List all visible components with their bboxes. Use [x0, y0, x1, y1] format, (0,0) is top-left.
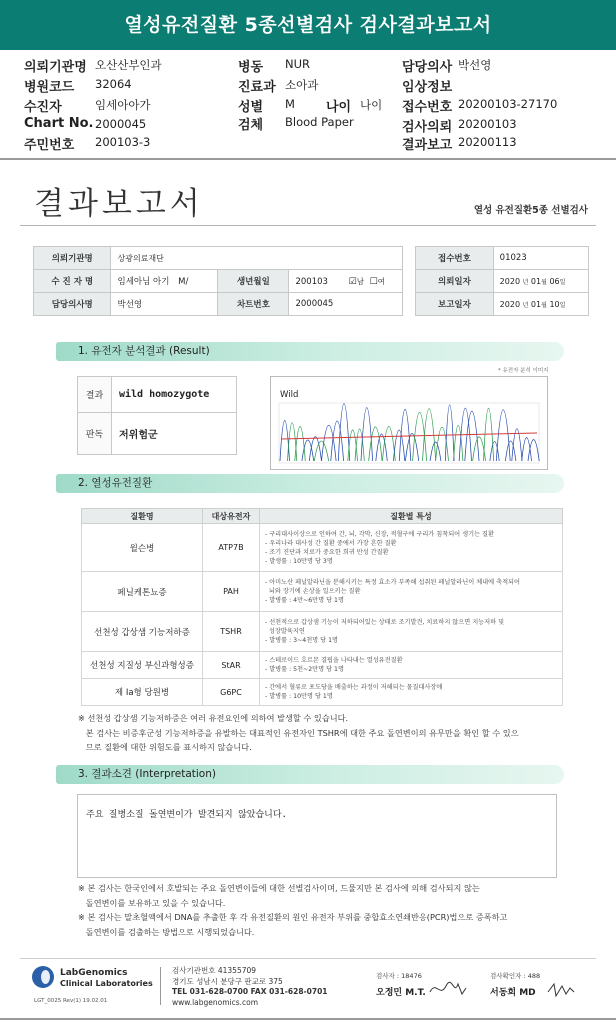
report-header-table — [33, 246, 589, 316]
judgement-value: 저위험군 — [112, 413, 237, 455]
chart-peak — [338, 404, 349, 461]
hospital-code-label: 병원코드 — [24, 80, 75, 95]
reviewer-label: 검사확인자 : 488 — [490, 972, 541, 980]
footer-rule — [20, 958, 596, 959]
table-row — [82, 524, 563, 572]
receipt-no-value: 01023 — [493, 247, 588, 270]
disease-desc: - 아미노산 페닐알라닌을 분해시키는 특정 효소가 부족해 섭취된 페닐알라닌이 체내에 축적되어 뇌와 장기에 손상을 일으키는 질환 - 발병률 : 4만~6만명 당 1명 — [260, 572, 563, 612]
disease-desc: - 선천적으로 갑상샘 기능이 저하되어있는 상태로 조기발견, 치료하지 않으면 지능저하 및 성장발육지연 - 발병률 : 3~4천명 당 1명 — [260, 612, 563, 652]
disease-gene: ATP7B — [203, 524, 260, 572]
institution-label: 의뢰기관명 — [24, 60, 87, 75]
tester-signature — [428, 978, 468, 1000]
chart-number-value: 2000045 — [289, 293, 402, 316]
receipt-value: 20200103-27170 — [458, 97, 558, 111]
lab-info: 검사기관번호 41355709 경기도 성남시 분당구 판교로 375 TEL 031-628-0700 FAX 031-628-0701 www.labgenomics.com — [172, 966, 328, 1007]
sex-label: 성별 — [238, 100, 264, 115]
judgement-label: 판독 — [78, 413, 112, 455]
patient-name-value: 임세아님 아기 — [117, 277, 170, 287]
logo-text-2: Clinical Laboratories — [60, 979, 153, 988]
disease-name: 페닐케톤뇨증 — [82, 572, 203, 612]
chart-peak — [505, 441, 516, 461]
table-row — [82, 612, 563, 652]
disease-gene: StAR — [203, 652, 260, 679]
labgenomics-logo-icon — [32, 966, 54, 988]
receipt-no-label: 접수번호 — [416, 247, 493, 270]
institution-value: 오산산부인과 — [95, 58, 162, 72]
clinical-info-label: 임상정보 — [402, 80, 453, 95]
disease-table-header-row — [82, 509, 563, 524]
disease-name: 윌슨병 — [82, 524, 203, 572]
table-row — [82, 652, 563, 679]
doctor-name-value: 박선영 — [111, 293, 218, 316]
female-checkbox[interactable]: ☐ — [369, 276, 378, 287]
chart-peaks-group — [280, 404, 539, 461]
ward-value: NUR — [285, 57, 311, 71]
report-date-value: 20200113 — [458, 135, 517, 149]
birth-cell — [289, 270, 402, 293]
gene-analysis-chart — [270, 376, 548, 470]
tester-name: 오정민 M.T. — [376, 988, 426, 998]
patient-name-cell — [111, 270, 218, 293]
age-value: 나이 — [360, 98, 383, 112]
specimen-label: 검체 — [238, 118, 264, 133]
hospital-code-value: 32064 — [95, 77, 132, 91]
chart-peak — [445, 405, 454, 461]
patient-sex-value: M/ — [178, 277, 189, 287]
age-label: 나이 — [326, 100, 352, 115]
female-label: 여 — [377, 276, 385, 286]
footer-divider — [160, 967, 161, 1005]
disease-gene: G6PC — [203, 679, 260, 706]
result-value: wild homozygote — [112, 377, 237, 413]
report-subtitle: 열성 유전질환5종 선별검사 — [473, 205, 588, 216]
chart-no-label: Chart No. — [24, 116, 94, 131]
col-gene: 대상유전자 — [203, 509, 260, 524]
tshr-note: ※ 선천성 갑상샘 기능저하증은 여러 유전요인에 의하여 발생할 수 있습니다. 본 검사는 비증후군성 기능저하증을 유발하는 대표적인 유전자인 TSHR에 대한 주요 돌연변이의 유무만을 확인 할 수 있으 므로 질환에 대한 위험도를 표시하지 않습니다. — [78, 713, 519, 752]
inst-label: 의뢰기관명 — [34, 247, 111, 270]
report-banner-title: 열성유전질환 5종선별검사 검사결과보고서 — [0, 0, 616, 50]
disease-name: 선천성 갑상샘 기능저하증 — [82, 612, 203, 652]
chart-peak — [309, 437, 321, 461]
report-date-value-2: 2020 년 01월 10일 — [493, 293, 588, 316]
report-title: 결과보고서 — [34, 186, 204, 222]
report-date-label: 결과보고 — [402, 138, 453, 153]
disease-desc: - 간에서 혈류로 포도당을 배출하는 과정이 저해되는 물질대사장애 - 발병률 : 10만명 당 1명 — [260, 679, 563, 706]
disease-gene: PAH — [203, 572, 260, 612]
doctor-name-label: 담당의사명 — [34, 293, 111, 316]
chart-peak — [465, 411, 479, 461]
disease-table — [81, 508, 563, 706]
patient-value: 임세아아가 — [95, 98, 151, 112]
resident-no-label: 주민번호 — [24, 138, 75, 153]
chart-wild-label: Wild — [280, 390, 299, 400]
request-date-value: 2020 년 01월 06일 — [493, 270, 588, 293]
col-disease: 질환명 — [82, 509, 203, 524]
disease-desc: - 스테로이드 호르몬 결핍을 나타내는 열성유전질환 - 발병률 : 5천~2만명 당 1명 — [260, 652, 563, 679]
chart-peak — [423, 409, 436, 461]
resident-no-value: 200103-3 — [95, 135, 151, 149]
patient-name-label: 수 진 자 명 — [34, 270, 111, 293]
bottom-divider — [0, 1018, 616, 1020]
chart-note: * 유전자 분석 이미지 — [498, 368, 549, 374]
report-date-label-2: 보고일자 — [416, 293, 493, 316]
patient-info-grid — [0, 54, 616, 154]
reviewer-name: 서동희 MD — [490, 988, 536, 998]
header-divider — [0, 158, 616, 160]
sex-value: M — [285, 97, 295, 111]
chart-peak — [382, 427, 395, 462]
table-row — [82, 679, 563, 706]
result-box — [77, 376, 237, 455]
male-checkbox[interactable]: ☑ — [348, 276, 357, 287]
specimen-value: Blood Paper — [285, 115, 354, 129]
title-rule — [20, 225, 596, 226]
chart-peak — [399, 409, 411, 461]
dept-value: 소아과 — [285, 78, 319, 92]
chart-number-label: 차트번호 — [218, 293, 289, 316]
disclaimer-note: ※ 본 검사는 한국인에서 호발되는 주요 돌연변이들에 대한 선별검사이며, 드물지만 본 검사에 의해 검사되지 않는 돌연변이를 보유하고 있을 수 있습니다. ※ 본 검사는 말초혈액에서 DNA를 추출한 후 각 유전질환의 원인 유전자 부위를 중합효소연쇄반응(PCR)법으로 증폭하고 돌연변이를 검출하는 방법으로 시행되었습니다. — [78, 883, 508, 937]
section-result-header: 1. 유전자 분석결과 (Result) — [56, 342, 564, 361]
disease-desc: - 구리대사이상으로 인하여 간, 뇌, 각막, 신장, 적혈구에 구리가 침착되어 생기는 질환 - 우리나라 대사성 간 질환 중에서 가장 흔한 질환 - 조기 진단과 치료가 중요한 희귀 만성 간질환 - 발생률 : 10만명 당 3명 — [260, 524, 563, 572]
request-date-label: 의뢰일자 — [416, 270, 493, 293]
disease-gene: TSHR — [203, 612, 260, 652]
logo-text-1: LabGenomics — [60, 968, 128, 978]
inst-value: 상광의료재단 — [111, 247, 402, 270]
birth-value: 200103 — [295, 276, 328, 287]
gene-analysis-svg — [271, 377, 547, 469]
interpretation-box: 주요 질병소질 돌연변이가 발견되지 않았습니다. — [77, 794, 557, 878]
chart-peak — [331, 421, 344, 461]
chart-no-value: 2000045 — [95, 117, 147, 131]
birth-label: 생년월일 — [218, 270, 289, 293]
chart-peak — [361, 408, 373, 461]
form-code: LGT_0025 Rev(1) 19.02.01 — [34, 998, 108, 1004]
reviewer-signature — [546, 980, 576, 1000]
patient-label: 수진자 — [24, 100, 62, 115]
doctor-value: 박선영 — [458, 58, 492, 72]
result-label: 결과 — [78, 377, 112, 413]
table-row — [82, 572, 563, 612]
tester-label: 검사자 : 18476 — [376, 972, 422, 980]
male-label: 남 — [356, 276, 364, 286]
chart-peak — [405, 434, 418, 461]
disease-name: 제 Ia형 당원병 — [82, 679, 203, 706]
receipt-label: 접수번호 — [402, 100, 453, 115]
section-interpretation-header: 3. 결과소견 (Interpretation) — [56, 765, 564, 784]
chart-peak — [528, 440, 539, 461]
disease-name: 선천성 지질성 부신과형성증 — [82, 652, 203, 679]
section-disease-header: 2. 열성유전질환 — [56, 474, 564, 493]
request-label: 검사의뢰 — [402, 120, 453, 135]
dept-label: 진료과 — [238, 80, 276, 95]
doctor-label: 담당의사 — [402, 60, 453, 75]
ward-label: 병동 — [238, 60, 264, 75]
col-features: 질환별 특성 — [260, 509, 563, 524]
request-value: 20200103 — [458, 117, 517, 131]
